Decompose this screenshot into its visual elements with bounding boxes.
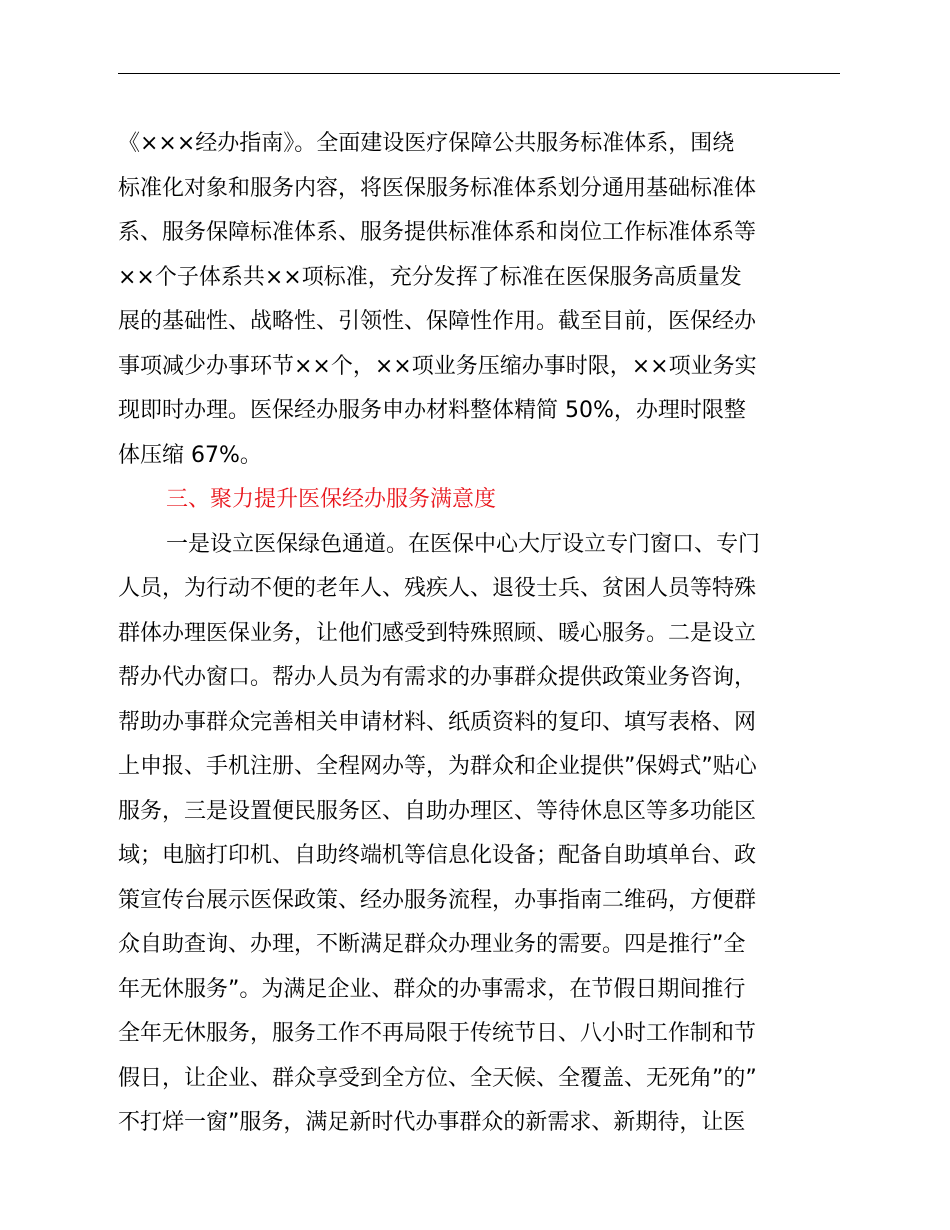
paragraph-service-measures: [118, 523, 840, 1146]
text-line: 域；电脑打印机、自助终端机等信息化设备；配备自助填单台、政: [118, 843, 757, 868]
text-line: 《×××经办指南》。全面建设医疗保障公共服务标准体系，围绕: [118, 131, 735, 156]
text-line: 假日，让企业、群众享受到全方位、全天候、全覆盖、无死角”的”: [118, 1065, 757, 1091]
text-line: 体压缩 67%。: [118, 442, 262, 468]
text-line: 帮助办事群众完善相关申请材料、纸质资料的复印、填写表格、网: [118, 709, 757, 735]
header-rule: [118, 73, 840, 74]
text-line: 展的基础性、战略性、引领性、保障性作用。截至目前，医保经办: [118, 309, 757, 334]
text-line: 年无休服务”。为满足企业、群众的办事需求，在节假日期间推行: [118, 976, 746, 1002]
document-body: [118, 122, 840, 1146]
text-line: 群体办理医保业务，让他们感受到特殊照顾、暖心服务。二是设立: [118, 620, 757, 646]
text-line: 策宣传台展示医保政策、经办服务流程，办事指南二维码，方便群: [118, 887, 757, 913]
text-line: 服务，三是设置便民服务区、自助办理区、等待休息区等多功能区: [118, 798, 757, 824]
text-line: 全年无休服务，服务工作不再局限于传统节日、八小时工作制和节: [118, 1021, 757, 1046]
text-line: 一是设立医保绿色通道。在医保中心大厅设立专门窗口、专门: [166, 531, 761, 557]
text-line: 标准化对象和服务内容，将医保服务标准体系划分通用基础标准体: [118, 175, 757, 201]
text-line: 帮办代办窗口。帮办人员为有需求的办事群众提供政策业务咨询，: [118, 665, 757, 690]
text-line: 系、服务保障标准体系、服务提供标准体系和岗位工作标准体系等: [118, 220, 757, 245]
text-line: 不打烊一窗”服务，满足新时代办事群众的新需求、新期待，让医: [118, 1110, 746, 1135]
text-line: 现即时办理。医保经办服务申办材料整体精简 50%，办理时限整: [118, 398, 746, 423]
text-line: 事项减少办事环节××个，××项业务压缩办事时限，××项业务实: [118, 353, 757, 379]
paragraph-standards: [118, 122, 840, 478]
text-line: 上申报、手机注册、全程网办等，为群众和企业提供”保姆式”贴心: [118, 754, 757, 779]
section-heading: 三、聚力提升医保经办服务满意度: [166, 487, 497, 512]
text-line: ××个子体系共××项标准，充分发挥了标准在医保服务高质量发: [118, 264, 742, 290]
text-line: 众自助查询、办理，不断满足群众办理业务的需要。四是推行”全: [118, 932, 746, 957]
text-line: 人员，为行动不便的老年人、残疾人、退役士兵、贫困人员等特殊: [118, 576, 757, 601]
